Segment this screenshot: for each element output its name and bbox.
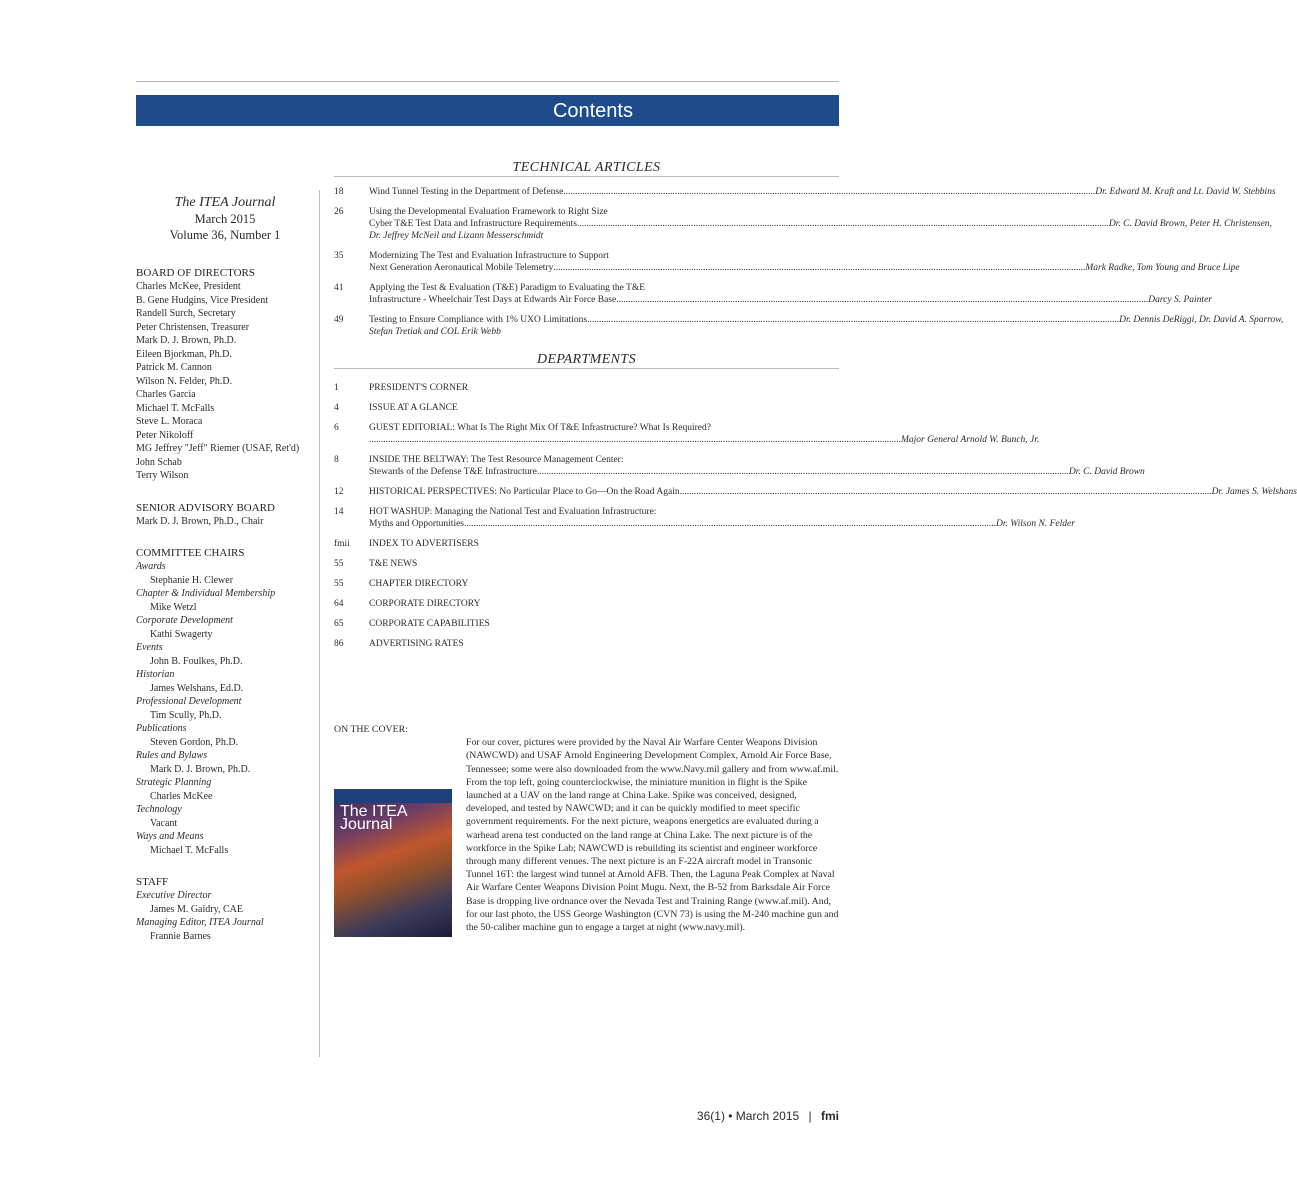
toc-title-row <box>369 262 1240 274</box>
toc-entry-body <box>369 486 1297 498</box>
toc-entry <box>334 186 1276 198</box>
toc-title-line: CHAPTER DIRECTORY <box>369 579 469 589</box>
toc-page-number: 41 <box>334 283 344 293</box>
committee-chair: Mark D. J. Brown, Ph.D. <box>150 763 251 775</box>
cover-text-block <box>334 736 839 934</box>
journal-volume: Volume 36, Number 1 <box>169 228 281 242</box>
toc-entry <box>334 578 839 590</box>
toc-entry-body <box>369 206 1272 242</box>
toc-title-line: Testing to Ensure Compliance with 1% UXO Limitations <box>369 315 588 325</box>
toc-title-line: HISTORICAL PERSPECTIVES: No Particular Place to Go—On the Road Again <box>369 487 680 497</box>
leader-dots <box>464 518 996 530</box>
committee-role: Chapter & Individual Membership <box>136 588 276 599</box>
toc-entry <box>334 538 839 550</box>
board-member: Mark D. J. Brown, Ph.D. <box>136 335 237 346</box>
staff-name: Frannie Barnes <box>150 930 211 942</box>
toc-title-row <box>369 434 1039 446</box>
committee-chair: Kathi Swagerty <box>150 628 213 640</box>
board-heading: BOARD OF DIRECTORS <box>136 267 255 279</box>
toc-entry <box>334 282 1212 306</box>
toc-page-number: 55 <box>334 559 344 569</box>
toc-entry <box>334 422 1040 446</box>
committee-chair: Michael T. McFalls <box>150 844 229 856</box>
committee-chair: Mike Wetzl <box>150 601 197 613</box>
footer-separator: | <box>808 1109 812 1123</box>
toc-entry <box>334 454 1145 478</box>
leader-dots <box>537 466 1069 478</box>
toc-page-number: fmii <box>334 539 350 549</box>
committee-chair: James Welshans, Ed.D. <box>150 682 244 694</box>
toc-entry <box>334 402 839 414</box>
toc-title-row <box>369 486 1297 498</box>
advisory-list <box>136 515 314 529</box>
committee-list <box>136 560 314 857</box>
staff-list <box>136 889 314 943</box>
toc-author: Darcy S. Painter <box>1148 295 1212 305</box>
toc-entry-body <box>369 638 839 650</box>
advisory-heading: SENIOR ADVISORY BOARD <box>136 501 275 514</box>
toc-title-line: ISSUE AT A GLANCE <box>369 403 458 413</box>
toc-author: Dr. C. David Brown <box>1068 467 1145 477</box>
committee-role: Events <box>136 642 163 653</box>
committee-role: Strategic Planning <box>136 777 212 788</box>
toc-entry-body <box>369 402 839 414</box>
toc-title-line: ADVERTISING RATES <box>369 639 464 649</box>
cover-description <box>334 723 839 941</box>
toc-entry <box>334 314 1284 338</box>
toc-title-line: Using the Developmental Evaluation Framework to Right Size <box>369 207 608 217</box>
committee-role: Publications <box>136 723 187 734</box>
leader-dots <box>563 186 1095 198</box>
toc-title-line: Modernizing The Test and Evaluation Infrastructure to Support <box>369 251 609 261</box>
toc-title-line: T&E NEWS <box>369 559 418 569</box>
toc-page-number: 49 <box>334 315 344 325</box>
masthead-column <box>136 194 314 943</box>
committee-chair: Tim Scully, Ph.D. <box>150 709 222 721</box>
committee-chair: Steven Gordon, Ph.D. <box>150 736 239 748</box>
top-rule <box>136 81 839 82</box>
toc-entry <box>334 486 1297 498</box>
cover-image <box>334 789 452 937</box>
toc-page-number: 14 <box>334 507 344 517</box>
page-title: Contents <box>552 100 633 122</box>
toc-entry-body <box>369 250 1240 274</box>
toc-title-line: INDEX TO ADVERTISERS <box>369 539 479 549</box>
toc-page-number: 8 <box>334 455 339 465</box>
toc-entry-body <box>369 282 1212 306</box>
committee-chair: John B. Foulkes, Ph.D. <box>150 655 243 667</box>
toc-entry <box>334 506 1075 530</box>
toc-page-number: 4 <box>334 403 339 413</box>
toc-page-number: 35 <box>334 251 344 261</box>
board-member: John Schab <box>136 456 182 468</box>
technical-articles-list <box>334 186 1284 338</box>
toc-title-row <box>369 186 1276 198</box>
board-member: Wilson N. Felder, Ph.D. <box>136 375 233 387</box>
departments-list <box>334 382 1297 650</box>
toc-page-number: 6 <box>334 423 339 433</box>
board-member: Charles Garcia <box>136 389 196 400</box>
board-member: Michael T. McFalls <box>136 402 215 414</box>
board-member: Peter Nikoloff <box>136 429 194 441</box>
departments-heading: DEPARTMENTS <box>334 354 839 369</box>
toc-author: Dr. Wilson N. Felder <box>996 519 1075 529</box>
board-member: MG Jeffrey "Jeff" Riemer (USAF, Ret'd) <box>136 443 300 454</box>
toc-title-line: Stewards of the Defense T&E Infrastructure <box>369 467 537 477</box>
toc-title-line: Myths and Opportunities <box>369 519 464 529</box>
journal-title: The ITEA Journal <box>174 195 276 210</box>
committee-role: Awards <box>136 561 166 572</box>
toc-page-number: 55 <box>334 579 344 589</box>
contents-banner <box>136 95 839 126</box>
committee-role: Historian <box>136 669 175 680</box>
footer-issue: 36(1) • March 2015 <box>696 1109 800 1123</box>
toc-title-line: INSIDE THE BELTWAY: The Test Resource Management Center: <box>369 455 624 465</box>
toc-entry-body <box>369 598 839 610</box>
toc-entry-body <box>369 422 1039 446</box>
toc-page-number: 18 <box>334 187 344 197</box>
board-member: Steve L. Moraca <box>136 416 203 427</box>
toc-entry-body <box>369 454 1145 478</box>
toc-entry-body <box>369 314 1283 338</box>
toc-author: Dr. James S. Welshans <box>1211 487 1297 497</box>
staff-role: Managing Editor, ITEA Journal <box>136 917 264 928</box>
toc-page-number: 86 <box>334 639 344 649</box>
toc-title-line: Next Generation Aeronautical Mobile Telemetry <box>369 263 554 273</box>
toc-author: Dr. C. David Brown, Peter H. Christensen, <box>1108 219 1272 229</box>
toc-title-line: Wind Tunnel Testing in the Department of Defense <box>369 187 564 197</box>
toc-entry <box>334 250 1240 274</box>
toc-title-line: Cyber T&E Test Data and Infrastructure Requirements <box>369 219 577 229</box>
board-member: Charles McKee, President <box>136 281 241 292</box>
staff-role: Executive Director <box>136 890 212 901</box>
board-member: Terry Wilson <box>136 470 189 481</box>
leader-dots <box>369 434 901 446</box>
journal-date: March 2015 <box>194 212 256 226</box>
toc-title-line: Infrastructure - Wheelchair Test Days at Edwards Air Force Base <box>369 295 617 305</box>
toc-title-row <box>369 518 1075 530</box>
committees-heading: COMMITTEE CHAIRS <box>136 547 245 559</box>
toc-title-line: HOT WASHUP: Managing the National Test and Evaluation Infrastructure: <box>369 507 657 517</box>
toc-entry-body <box>369 538 839 550</box>
cover-image-label: The ITEA Journal <box>340 803 407 834</box>
toc-entry <box>334 558 839 570</box>
toc-entry <box>334 618 839 630</box>
board-member: B. Gene Hudgins, Vice President <box>136 294 268 306</box>
board-member: Peter Christensen, Treasurer <box>136 321 250 333</box>
committee-chair: Charles McKee <box>150 790 213 802</box>
leader-dots <box>616 294 1148 306</box>
toc-title-line: PRESIDENT'S CORNER <box>369 383 469 393</box>
board-list <box>136 280 314 483</box>
toc-entry-body <box>369 186 1276 198</box>
toc-entry <box>334 638 839 650</box>
toc-page-number: 1 <box>334 383 339 393</box>
page-footer <box>697 1109 839 1123</box>
toc-author: Major General Arnold W. Bunch, Jr. <box>901 435 1040 445</box>
toc-page-number: 65 <box>334 619 344 629</box>
committee-role: Technology <box>136 804 182 815</box>
committee-role: Corporate Development <box>136 615 233 626</box>
committee-chair: Stephanie H. Clewer <box>150 574 234 586</box>
staff-name: James M. Gaidry, CAE <box>150 903 243 915</box>
cover-text: For our cover, pictures were provided by the Naval Air Warfare Center Weapons Division (NAWCWD) and USAF Arnold Engineering Development Complex, Arnold Air Force Base, Tennessee; some were also downloaded from the www.Navy.mil gallery and from www.af.mil. From the top left, going counterclockwise, the miniature munition in flight is the Spike launched at a UAV on the land range at China Lake. Spike was conceived, designed, developed, and tested by NAWCWD; and it can be quickly modified to meet specific government requirements. For the next picture, weapons energetics are evaluated during a warhead arena test conducted on the land range at China Lake. The next picture is of the workforce in the Spike Lab; NAWCWD is rebuilding its scientist and engineer workforce through many different venues. The next picture is an F-22A aircraft model in Transonic Tunnel 16T: the largest wind tunnel at Arnold AFB. Then, the Laguna Peak Complex at Naval Air Warfare Center Weapons Division Point Mugu. Next, the B-52 from Barksdale Air Force Base is dropping live ordnance over the Nevada Test and Training Range (www.af.mil). And, for our last photo, the USS George Washington (CVN 73) is using the M-240 machine gun and the 50-caliber machine gun to engage a target at night (www.navy.mil). <box>466 737 839 934</box>
toc-author-continued: Stefan Tretiak and COL Erik Webb <box>369 327 501 337</box>
toc-author: Dr. Dennis DeRiggi, Dr. David A. Sparrow, <box>1119 315 1284 325</box>
toc-page-number: 64 <box>334 599 344 609</box>
advisory-member: Mark D. J. Brown, Ph.D., Chair <box>136 515 264 527</box>
toc-title-line: Applying the Test & Evaluation (T&E) Paradigm to Evaluating the T&E <box>369 283 646 293</box>
toc-author: Dr. Edward M. Kraft and Lt. David W. Stebbins <box>1095 187 1276 197</box>
contents-column <box>334 160 1297 650</box>
cover-heading: ON THE COVER: <box>334 724 408 735</box>
toc-entry <box>334 206 1272 242</box>
toc-entry-body <box>369 578 839 590</box>
toc-title-row <box>369 314 1283 326</box>
footer-page: fmi <box>821 1109 839 1123</box>
toc-entry-body <box>369 506 1075 530</box>
toc-entry <box>334 382 839 394</box>
committee-role: Professional Development <box>136 696 242 707</box>
leader-dots <box>680 486 1212 498</box>
committee-role: Rules and Bylaws <box>136 750 208 761</box>
leader-dots <box>587 314 1119 326</box>
staff-heading: STAFF <box>136 876 169 888</box>
toc-entry-body <box>369 382 839 394</box>
committee-chair: Vacant <box>150 817 178 829</box>
toc-author: Mark Radke, Tom Young and Bruce Lipe <box>1085 263 1240 273</box>
column-divider <box>319 190 320 1057</box>
toc-entry-body <box>369 618 839 630</box>
toc-author-continued: Dr. Jeffrey McNeil and Lizann Messerschmidt <box>369 231 544 241</box>
toc-title-line: GUEST EDITORIAL: What Is The Right Mix Of T&E Infrastructure? What Is Required? <box>369 423 711 433</box>
toc-title-line: CORPORATE CAPABILITIES <box>369 619 490 629</box>
toc-entry <box>334 598 839 610</box>
board-member: Eileen Bjorkman, Ph.D. <box>136 348 232 360</box>
toc-title-row <box>369 466 1145 478</box>
technical-heading: TECHNICAL ARTICLES <box>334 162 839 177</box>
leader-dots <box>577 218 1109 230</box>
toc-title-row <box>369 218 1272 230</box>
leader-dots <box>553 262 1085 274</box>
board-member: Patrick M. Cannon <box>136 362 212 373</box>
toc-title-line: CORPORATE DIRECTORY <box>369 599 481 609</box>
committee-role: Ways and Means <box>136 831 204 842</box>
toc-entry-body <box>369 558 839 570</box>
toc-title-row <box>369 294 1212 306</box>
board-member: Randell Surch, Secretary <box>136 308 236 319</box>
toc-page-number: 12 <box>334 487 344 497</box>
toc-page-number: 26 <box>334 207 344 217</box>
